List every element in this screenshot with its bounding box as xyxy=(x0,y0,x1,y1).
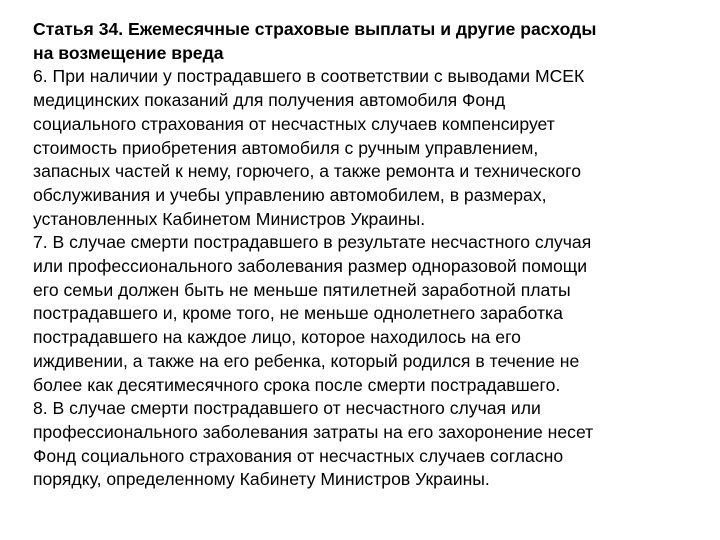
paragraph-7-line-6: иждивении, а также на его ребенка, который родился в течение не xyxy=(33,350,580,371)
paragraph-6-line-4: стоимость приобретения автомобиля с ручным управлением, xyxy=(33,137,539,158)
paragraph-6-line-5: запасных частей к нему, горючего, а также ремонта и технического xyxy=(33,161,581,182)
paragraph-7-line-1: 7. В случае смерти пострадавшего в результате несчастного случая xyxy=(33,232,592,253)
paragraph-6-line-6: обслуживания и учебы управлению автомобилем, в размерах, xyxy=(33,184,547,205)
paragraph-8-line-4: порядку, определенному Кабинету Министров Украины. xyxy=(33,469,490,490)
article-text xyxy=(33,18,693,492)
paragraph-8-line-3: Фонд социального страхования от несчастных случаев согласно xyxy=(33,445,564,466)
paragraph-7-line-5: пострадавшего на каждое лицо, которое находилось на его xyxy=(33,327,521,348)
paragraph-6-line-2: медицинских показаний для получения автомобиля Фонд xyxy=(33,90,506,111)
paragraph-7-line-7: более как десятимесячного срока после смерти пострадавшего. xyxy=(33,374,561,395)
article-title-line-2: на возмещение вреда xyxy=(33,42,224,63)
paragraph-7-line-3: его семьи должен быть не меньше пятилетней заработной платы xyxy=(33,279,571,300)
article-title-line-1: Статья 34. Ежемесячные страховые выплаты и другие расходы xyxy=(33,19,597,39)
paragraph-6-line-1: 6. При наличии у пострадавшего в соответствии с выводами МСЕК xyxy=(33,66,585,87)
paragraph-6-line-7: установленных Кабинетом Министров Украины. xyxy=(33,208,426,229)
paragraph-8-line-2: профессионального заболевания затраты на его захоронение несет xyxy=(33,421,594,442)
paragraph-6-line-3: социального страхования от несчастных случаев компенсирует xyxy=(33,113,555,134)
paragraph-7-line-4: пострадавшего и, кроме того, не меньше однолетнего заработка xyxy=(33,303,563,324)
paragraph-7-line-2: или профессионального заболевания размер одноразовой помощи xyxy=(33,256,588,277)
paragraph-8-line-1: 8. В случае смерти пострадавшего от несчастного случая или xyxy=(33,398,541,419)
